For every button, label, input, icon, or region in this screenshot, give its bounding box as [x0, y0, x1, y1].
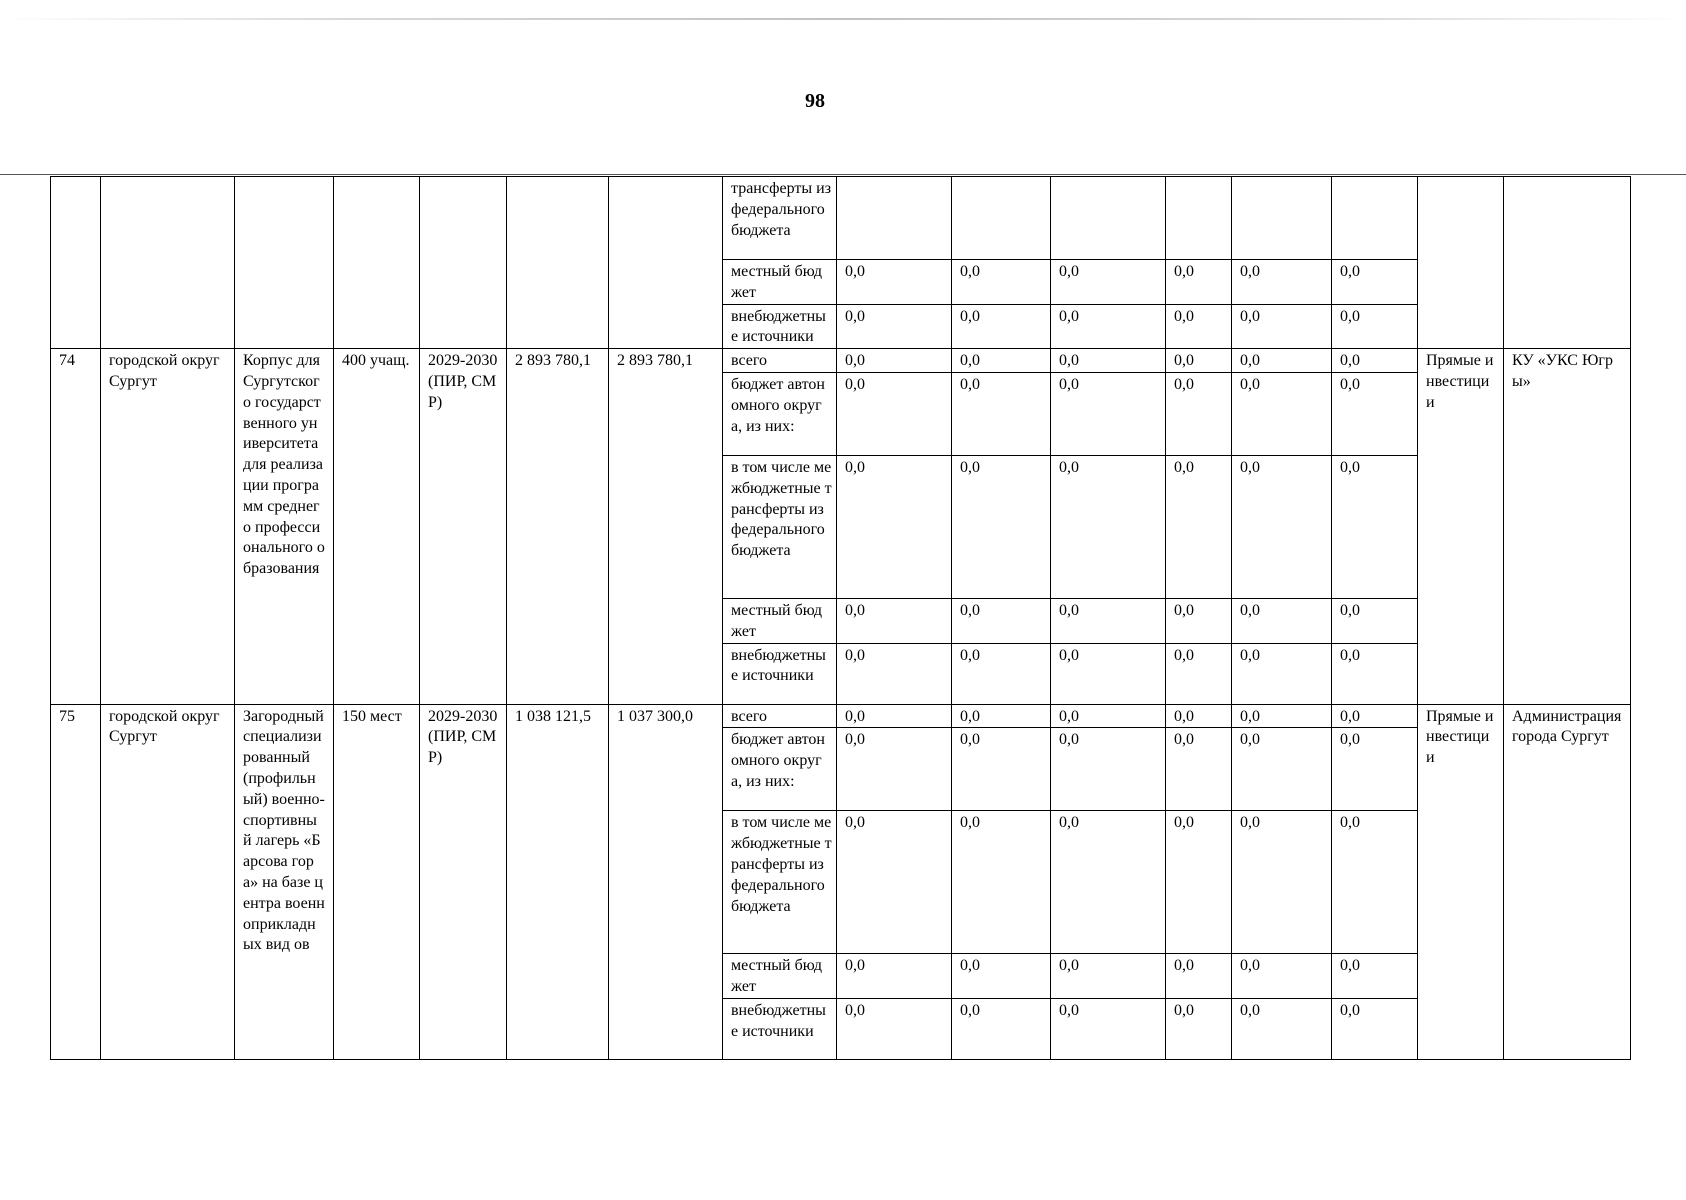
cell-value: 0,0	[1051, 260, 1166, 305]
cell-estimated-cost: 2 893 780,1	[507, 349, 609, 704]
cell-funding-source: в том числе межбюджетные трансферты из федерального бюджета	[723, 455, 837, 598]
cell-value: 0,0	[837, 455, 952, 598]
cell-value: 0,0	[1332, 954, 1418, 999]
cell-value: 0,0	[837, 598, 952, 643]
cell-num	[51, 177, 101, 349]
cell-value: 0,0	[837, 954, 952, 999]
cell-value: 0,0	[1051, 728, 1166, 811]
cell-funding-source: в том числе межбюджетные трансферты из федерального бюджета	[723, 811, 837, 954]
cell-value: 0,0	[1332, 455, 1418, 598]
cell-form: Прямые инвестиции	[1418, 704, 1504, 1059]
entry-74	[51, 349, 1631, 704]
continuation-block	[51, 177, 1631, 349]
table-row	[51, 349, 1631, 373]
cell-value: 0,0	[1051, 372, 1166, 455]
cell-form: Прямые инвестиции	[1418, 349, 1504, 704]
page-separator-line	[0, 174, 1686, 175]
cell-value: 0,0	[952, 704, 1051, 728]
cell-value: 0,0	[1051, 643, 1166, 704]
cell-value: 0,0	[1051, 349, 1166, 373]
cell-value: 0,0	[1051, 704, 1166, 728]
cell-value: 0,0	[1232, 998, 1332, 1059]
cell-funding-source: бюджет автономного округа, из них:	[723, 728, 837, 811]
cell-value	[1051, 177, 1166, 260]
cell-value: 0,0	[1332, 598, 1418, 643]
cell-value: 0,0	[1232, 704, 1332, 728]
cell-funding-source: местный бюджет	[723, 954, 837, 999]
cell-value: 0,0	[952, 954, 1051, 999]
cell-value: 0,0	[1051, 455, 1166, 598]
cell-value: 0,0	[952, 304, 1051, 349]
cell-value: 0,0	[1051, 954, 1166, 999]
cell-remaining-cost: 1 037 300,0	[609, 704, 723, 1059]
cell-customer	[1504, 177, 1631, 349]
cell-funding-source: трансферты из федерального бюджета	[723, 177, 837, 260]
cell-value: 0,0	[1332, 998, 1418, 1059]
cell-value: 0,0	[1166, 704, 1232, 728]
cell-value: 0,0	[952, 811, 1051, 954]
cell-value: 0,0	[837, 372, 952, 455]
cell-value: 0,0	[1232, 598, 1332, 643]
cell-value: 0,0	[1232, 372, 1332, 455]
cell-value: 0,0	[837, 998, 952, 1059]
cell-value: 0,0	[1232, 954, 1332, 999]
cell-municipality	[101, 177, 235, 349]
cell-value: 0,0	[1166, 998, 1232, 1059]
cell-value: 0,0	[1332, 704, 1418, 728]
cell-funding-source: бюджет автономного округа, из них:	[723, 372, 837, 455]
cell-value: 0,0	[952, 372, 1051, 455]
cell-value: 0,0	[837, 811, 952, 954]
cell-funding-source: местный бюджет	[723, 260, 837, 305]
cell-value: 0,0	[1166, 455, 1232, 598]
cell-value: 0,0	[1332, 728, 1418, 811]
cell-value: 0,0	[837, 260, 952, 305]
cell-remaining-cost	[609, 177, 723, 349]
cell-municipality: городской округ Сургут	[101, 349, 235, 704]
cell-value: 0,0	[1332, 811, 1418, 954]
cell-value: 0,0	[837, 728, 952, 811]
cell-customer: Администрация города Сургут	[1504, 704, 1631, 1059]
cell-value: 0,0	[952, 598, 1051, 643]
cell-value: 0,0	[952, 349, 1051, 373]
cell-num: 74	[51, 349, 101, 704]
cell-value: 0,0	[1332, 372, 1418, 455]
cell-value: 0,0	[1332, 643, 1418, 704]
cell-value: 0,0	[952, 260, 1051, 305]
cell-value	[952, 177, 1051, 260]
cell-period	[420, 177, 507, 349]
cell-value: 0,0	[837, 643, 952, 704]
cell-object: Загородный специализированный (профильный) военно-спортивный лагерь «Барсова гора» на базе центра военноприкладных вид ов	[235, 704, 334, 1059]
cell-num: 75	[51, 704, 101, 1059]
cell-value	[1332, 177, 1418, 260]
cell-value: 0,0	[1232, 811, 1332, 954]
table-row	[51, 704, 1631, 728]
entry-75	[51, 704, 1631, 1059]
cell-value: 0,0	[1166, 349, 1232, 373]
cell-value: 0,0	[1232, 455, 1332, 598]
cell-object	[235, 177, 334, 349]
cell-value: 0,0	[1232, 643, 1332, 704]
cell-value: 0,0	[1332, 349, 1418, 373]
cell-value: 0,0	[1232, 728, 1332, 811]
cell-value: 0,0	[1166, 728, 1232, 811]
cell-remaining-cost: 2 893 780,1	[609, 349, 723, 704]
cell-value: 0,0	[1166, 304, 1232, 349]
cell-value: 0,0	[952, 728, 1051, 811]
cell-value: 0,0	[1051, 598, 1166, 643]
cell-estimated-cost: 1 038 121,5	[507, 704, 609, 1059]
cell-municipality: городской округ Сургут	[101, 704, 235, 1059]
cell-value: 0,0	[1166, 954, 1232, 999]
cell-value: 0,0	[837, 304, 952, 349]
page-number: 98	[805, 90, 825, 112]
cell-value: 0,0	[1232, 349, 1332, 373]
cell-funding-source: внебюджетные источники	[723, 643, 837, 704]
cell-period: 2029-2030 (ПИР, СМР)	[420, 704, 507, 1059]
cell-value: 0,0	[952, 998, 1051, 1059]
cell-value: 0,0	[952, 455, 1051, 598]
cell-value: 0,0	[1166, 811, 1232, 954]
table-row	[51, 177, 1631, 260]
cell-capacity: 400 учащ.	[334, 349, 420, 704]
cell-value: 0,0	[1166, 643, 1232, 704]
cell-customer: КУ «УКС Югры»	[1504, 349, 1631, 704]
cell-value: 0,0	[1166, 598, 1232, 643]
cell-funding-source: всего	[723, 349, 837, 373]
cell-value: 0,0	[1051, 811, 1166, 954]
scan-artifact-line	[0, 18, 1686, 20]
cell-funding-source: внебюджетные источники	[723, 998, 837, 1059]
cell-value: 0,0	[837, 349, 952, 373]
cell-object: Корпус для Сургутского государственного университета для реализации программ среднего профессионального образования	[235, 349, 334, 704]
cell-funding-source: всего	[723, 704, 837, 728]
cell-value: 0,0	[837, 704, 952, 728]
cell-capacity: 150 мест	[334, 704, 420, 1059]
cell-value: 0,0	[1232, 260, 1332, 305]
cell-value	[1166, 177, 1232, 260]
cell-value: 0,0	[1332, 304, 1418, 349]
cell-value	[1232, 177, 1332, 260]
cell-period: 2029-2030 (ПИР, СМР)	[420, 349, 507, 704]
cell-value: 0,0	[1051, 304, 1166, 349]
cell-estimated-cost	[507, 177, 609, 349]
cell-form	[1418, 177, 1504, 349]
cell-funding-source: местный бюджет	[723, 598, 837, 643]
investment-objects-table	[50, 176, 1631, 1060]
cell-value: 0,0	[1166, 372, 1232, 455]
cell-value: 0,0	[1166, 260, 1232, 305]
cell-funding-source: внебюджетные источники	[723, 304, 837, 349]
cell-value: 0,0	[1051, 998, 1166, 1059]
cell-value	[837, 177, 952, 260]
cell-capacity	[334, 177, 420, 349]
cell-value: 0,0	[1332, 260, 1418, 305]
cell-value: 0,0	[1232, 304, 1332, 349]
cell-value: 0,0	[952, 643, 1051, 704]
